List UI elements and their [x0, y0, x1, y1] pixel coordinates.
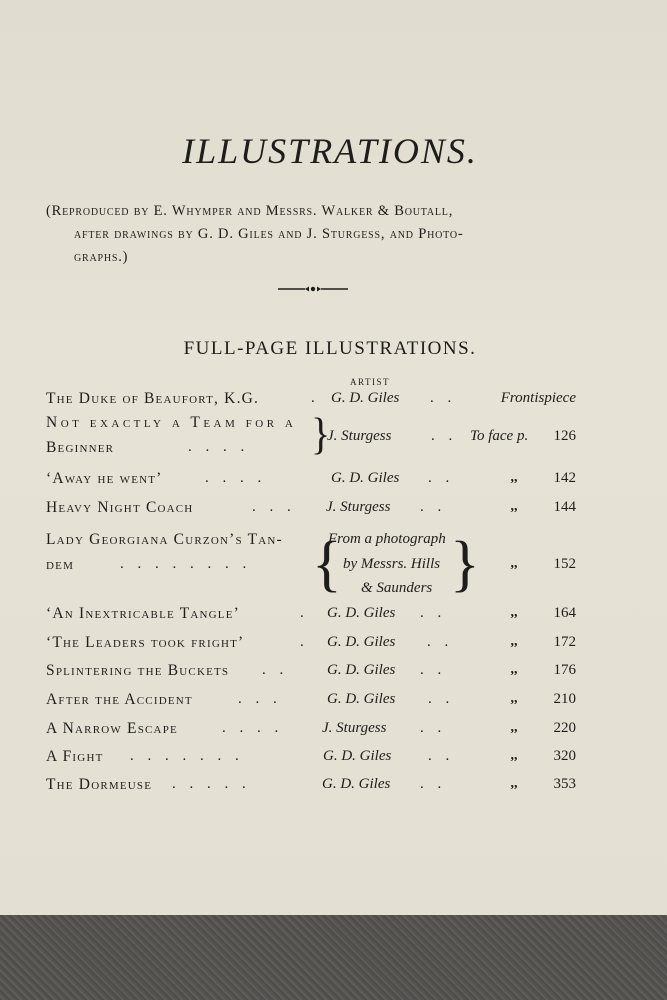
artist-column-header: ARTIST: [350, 377, 390, 387]
illustration-title: ‘The Leaders took fright’: [46, 634, 245, 651]
illustration-title-line-1: Not exactly a Team for a: [46, 414, 297, 431]
illustration-artist: J. Sturgess: [327, 428, 392, 444]
ditto-mark: ,,: [510, 662, 518, 677]
ditto-mark: ,,: [510, 470, 518, 485]
illustration-artist-line-1: From a photograph: [328, 531, 446, 547]
illustration-page: 320: [553, 748, 576, 764]
illustration-page: 220: [553, 720, 576, 736]
illustration-artist: J. Sturgess: [322, 720, 387, 736]
illustration-artist-line-3: & Saunders: [361, 580, 433, 596]
page-prefix: To face p.: [470, 428, 529, 444]
page-title: ILLUSTRATIONS.: [182, 131, 478, 171]
illustration-title: A Narrow Escape: [46, 720, 178, 737]
ditto-mark: ,,: [510, 556, 518, 571]
credit-line-2: after drawings by G. D. Giles and J. Sturgess, and Photo-: [74, 226, 464, 242]
illustration-page: 126: [553, 428, 576, 444]
table-surface: [0, 915, 667, 1000]
reproduction-credits: [46, 200, 586, 269]
illustration-title-line-2: dem: [46, 556, 75, 573]
illustration-artist: G. D. Giles: [331, 390, 400, 406]
ditto-mark: ,,: [510, 720, 518, 735]
illustration-title: Heavy Night Coach: [46, 499, 194, 516]
illustration-title: ‘Away he went’: [46, 470, 163, 487]
illustration-title: The Dormeuse: [46, 776, 153, 793]
illustration-page: 172: [553, 634, 576, 650]
credit-line-3: graphs.): [74, 249, 129, 265]
ditto-mark: ,,: [510, 634, 518, 649]
illustration-page: 144: [553, 499, 576, 515]
ditto-mark: ,,: [510, 748, 518, 763]
illustration-page: 176: [553, 662, 576, 678]
illustration-page: 142: [553, 470, 576, 486]
illustration-title-line-1: Lady Georgiana Curzon’s Tan-: [46, 531, 283, 548]
credit-line-1: (Reproduced by E. Whymper and Messrs. Walker & Boutall,: [46, 203, 454, 219]
illustration-title: Splintering the Buckets: [46, 662, 230, 679]
illustration-artist: G. D. Giles: [331, 470, 400, 486]
illustration-page: Frontispiece: [500, 390, 576, 406]
ditto-mark: ,,: [510, 691, 518, 706]
illustration-title: After the Accident: [46, 691, 193, 708]
illustration-artist: G. D. Giles: [322, 776, 391, 792]
illustration-title: A Fight: [46, 748, 104, 765]
illustration-title: ‘An Inextricable Tangle’: [46, 605, 241, 622]
ditto-mark: ,,: [510, 499, 518, 514]
illustration-page: 353: [553, 776, 576, 792]
illustration-artist: G. D. Giles: [327, 605, 396, 621]
illustration-artist-line-2: by Messrs. Hills: [343, 556, 441, 572]
ditto-mark: ,,: [510, 605, 518, 620]
illustration-page: 152: [553, 556, 576, 572]
ditto-mark: ,,: [510, 776, 518, 791]
book-page: ILLUSTRATIONS. (Reproduced by E. Whymper and Messrs. Walker & Boutall, after drawings by G. D. Giles and J. Sturgess, and Photo- graphs.) FULL-PAGE ILLUSTRATIONS. ARTIST The Duke of Beaufort, K.G. . G. D. Giles . . Frontispiece Not exactly a Team for a Beginner . . . . } J. Sturgess . . To face p. 126 ‘Away he went’ . . . . G. D. Giles . . ,, 142 Heavy Night Coach . . . J. Sturgess . . ,, 144 Lady Georgiana Curzon’s Tan- dem . . . . . . . . { From a photograph by Messrs. Hills & Saunders } ,, 152 ‘An Inextricable Tangle’ . G. D. Giles . . ,, 164 ‘The Leaders took fright’ . G. D. Giles . . ,, 172 Splintering the Buckets . . G. D. Giles . . ,, 176 After the Accident . . . G. D. Giles . . ,, 210 A Narrow Escape . . . . J. Sturgess . . ,, 220 A Fight . . . . . . . G. D. Giles . . ,, 320 The Dormeuse . . . . . G. D. Giles . . ,, 353: [0, 0, 667, 915]
illustration-artist: J. Sturgess: [326, 499, 391, 515]
illustration-page: 164: [553, 605, 576, 621]
illustration-title: The Duke of Beaufort, K.G.: [46, 390, 260, 407]
illustration-page: 210: [553, 691, 576, 707]
illustration-artist: G. D. Giles: [327, 662, 396, 678]
illustration-artist: G. D. Giles: [327, 634, 396, 650]
ornament-divider-icon: [278, 284, 348, 294]
section-heading: FULL-PAGE ILLUSTRATIONS.: [183, 338, 477, 359]
illustration-title-line-2: Beginner: [46, 439, 115, 456]
illustration-artist: G. D. Giles: [323, 748, 392, 764]
illustration-artist: G. D. Giles: [327, 691, 396, 707]
